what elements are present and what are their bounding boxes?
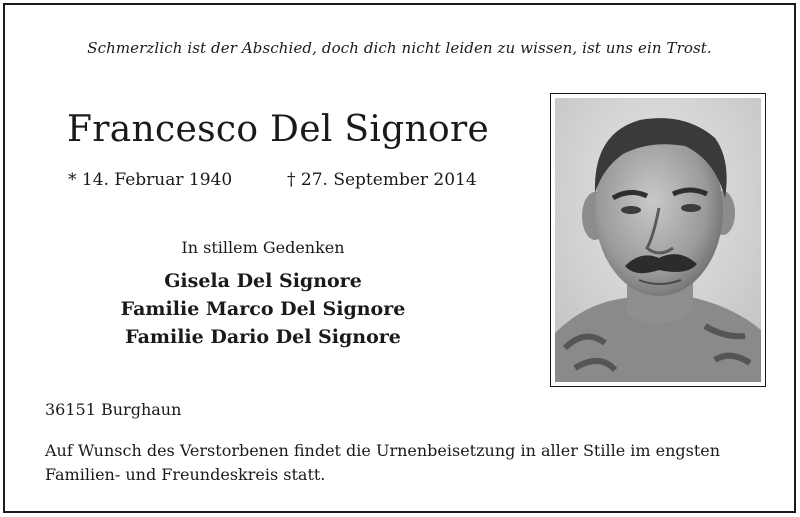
portrait-frame — [550, 93, 766, 387]
obituary-notice — [3, 3, 796, 513]
memory-label: In stillem Gedenken — [181, 238, 345, 257]
mourners-list — [5, 267, 521, 351]
funeral-notice: Auf Wunsch des Verstorbenen findet die Urnenbeisetzung in aller Stille im engsten Familien- und Freundeskreis statt. — [45, 441, 721, 484]
death-date: † 27. September 2014 — [287, 170, 477, 190]
mourner-item: Familie Marco Del Signore — [120, 298, 406, 320]
deceased-name: Francesco Del Signore — [67, 109, 490, 150]
portrait-photo — [555, 98, 761, 382]
birth-date: * 14. Februar 1940 — [68, 170, 233, 190]
mourner-item: Familie Dario Del Signore — [125, 326, 401, 348]
memorial-quote: Schmerzlich ist der Abschied, doch dich nicht leiden zu wissen, ist uns ein Trost. — [87, 39, 712, 57]
portrait-illustration — [555, 98, 761, 382]
mourner-item: Gisela Del Signore — [164, 270, 362, 292]
location: 36151 Burghaun — [45, 400, 182, 419]
